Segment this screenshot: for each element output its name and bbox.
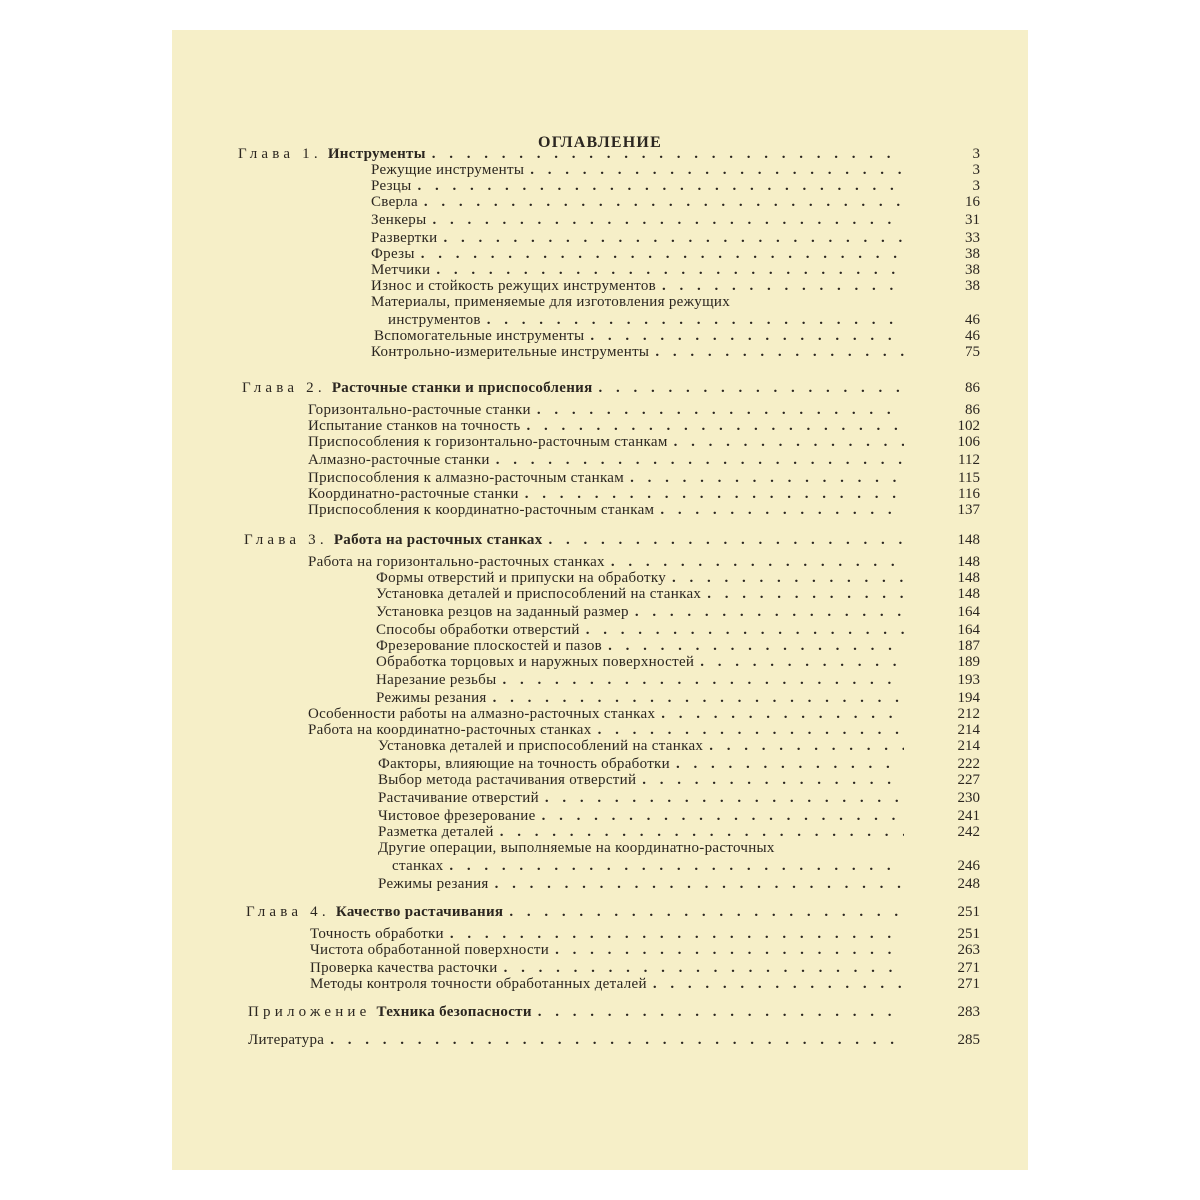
toc-entry [308,434,980,451]
toc-entry [308,554,980,571]
toc-entry [376,654,980,671]
toc-page-number: 187 [957,638,980,654]
toc-leader-dots [709,738,904,755]
toc-leader-dots [537,402,904,419]
toc-page-number: 116 [958,486,980,502]
toc-leader-dots [443,230,904,247]
toc-page-number: 241 [957,808,980,824]
toc-entry [371,162,980,179]
toc-page-number: 248 [957,876,980,892]
toc-leader-dots [500,824,904,841]
toc-page-number: 230 [957,790,980,806]
toc-entry-title: Вспомогательные инструменты [374,328,585,344]
table-of-contents [172,30,1028,1170]
toc-page-number: 164 [957,622,980,638]
toc-leader-dots [590,328,904,345]
toc-chapter-label: Глава 3. [244,532,328,548]
toc-entry [376,622,980,639]
toc-page-number: 86 [965,380,980,396]
toc-entry-title: Приспособления к алмазно-расточным станкам [308,470,625,486]
toc-entry [378,876,980,893]
toc-entry-title: Техника безопасности [376,1004,532,1020]
toc-entry-title: Режущие инструменты [371,162,525,178]
toc-entry-title: Установка деталей и приспособлений на станках [378,738,704,754]
toc-page-number: 3 [972,146,980,162]
toc-entry [371,194,980,211]
toc-page-number: 246 [957,858,980,874]
toc-page-number: 214 [957,722,980,738]
toc-entry [308,470,980,487]
toc-chapter-entry [242,380,980,397]
toc-leader-dots [555,942,904,959]
toc-page-number: 3 [972,178,980,194]
toc-chapter-label: Глава 4. [246,904,330,920]
toc-entry-title: Способы обработки отверстий [376,622,580,638]
toc-page-number: 38 [965,246,980,262]
toc-leader-dots [436,262,904,279]
toc-leader-dots [450,926,904,943]
toc-entry-title: станках [392,858,444,874]
toc-page-number: 86 [965,402,980,418]
toc-page-number: 251 [957,904,980,920]
toc-entry-title: Выбор метода растачивания отверстий [378,772,637,788]
toc-page-number: 38 [965,262,980,278]
toc-entry-title: Сверла [371,194,418,210]
toc-leader-dots [530,162,904,179]
toc-page-number: 75 [965,344,980,360]
toc-entry-title: инструментов [388,312,481,328]
toc-entry-title: Формы отверстий и припуски на обработку [376,570,667,586]
toc-page-number: 189 [957,654,980,670]
toc-entry [308,502,980,519]
toc-entry-title: Алмазно-расточные станки [308,452,490,468]
toc-entry-title: Горизонтально-расточные станки [308,402,531,418]
toc-leader-dots [660,502,904,519]
toc-leader-dots [586,622,904,639]
toc-page-number: 46 [965,328,980,344]
toc-leader-dots [487,312,904,329]
toc-leader-dots [630,470,904,487]
toc-leader-dots [496,452,904,469]
toc-chapter-label: Глава 2. [242,380,326,396]
toc-entry [308,418,980,435]
toc-entry-title: Износ и стойкость режущих инструментов [371,278,657,294]
toc-entry-title: Метчики [371,262,431,278]
toc-page-number: 271 [957,976,980,992]
toc-leader-dots [549,532,904,549]
toc-entry-title: Испытание станков на точность [308,418,521,434]
toc-page-number: 148 [957,586,980,602]
toc-entry [310,976,980,993]
toc-entry-title: Факторы, влияющие на точность обработки [378,756,670,772]
toc-page-number: 148 [957,570,980,586]
toc-entry [371,294,730,311]
toc-page-number: 194 [957,690,980,706]
toc-page-number: 283 [957,1004,980,1020]
toc-entry [308,452,980,469]
toc-entry-title: Установка резцов на заданный размер [376,604,629,620]
toc-entry [376,672,980,689]
toc-entry-title: Развертки [371,230,438,246]
toc-leader-dots [493,690,904,707]
toc-leader-dots [495,876,904,893]
toc-entry-title: Зенкеры [371,212,427,228]
toc-entry-title: Работа на расточных станках [333,532,543,548]
toc-entry [371,246,980,263]
toc-leader-dots [421,246,904,263]
toc-page-number: 263 [957,942,980,958]
toc-page-number: 193 [957,672,980,688]
toc-leader-dots [598,722,904,739]
toc-entry [310,942,980,959]
toc-page-number: 164 [957,604,980,620]
toc-leader-dots [545,790,904,807]
toc-page-number: 115 [958,470,980,486]
toc-entry-title: Обработка торцовых и наружных поверхностей [376,654,695,670]
toc-page-number: 33 [965,230,980,246]
toc-leader-dots [700,654,904,671]
toc-leader-dots [525,486,904,503]
toc-page-number: 251 [957,926,980,942]
toc-entry [371,278,980,295]
toc-entry-title: Качество растачивания [335,904,504,920]
toc-entry-title: Литература [248,1032,325,1048]
toc-entry-title: Координатно-расточные станки [308,486,519,502]
toc-leader-dots [432,212,904,229]
toc-leader-dots [449,858,904,875]
toc-leader-dots [662,278,904,295]
toc-entry-title: Фрезерование плоскостей и пазов [376,638,603,654]
toc-entry [376,604,980,621]
toc-entry [248,1032,980,1049]
toc-leader-dots [672,570,904,587]
toc-chapter-entry [238,146,980,163]
book-page [172,30,1028,1170]
toc-leader-dots [527,418,905,435]
toc-leader-dots [509,904,904,921]
toc-chapter-entry [244,532,980,549]
toc-entry-title: Нарезание резьбы [376,672,497,688]
toc-entry-title: Особенности работы на алмазно-расточных станках [308,706,656,722]
toc-entry [371,262,980,279]
toc-page-number: 214 [957,738,980,754]
toc-page-number: 271 [957,960,980,976]
toc-entry [392,858,980,875]
toc-page-number: 16 [965,194,980,210]
toc-entry [378,808,980,825]
toc-entry [310,960,980,977]
toc-leader-dots [635,604,904,621]
toc-entry [378,738,980,755]
toc-entry [308,706,980,723]
toc-entry-title: Чистовое фрезерование [378,808,536,824]
toc-entry [378,756,980,773]
toc-entry [310,926,980,943]
toc-entry [308,402,980,419]
toc-leader-dots [503,672,905,689]
toc-leader-dots [608,638,904,655]
toc-leader-dots [330,1032,904,1049]
toc-entry-title: Точность обработки [310,926,444,942]
toc-entry [308,722,980,739]
toc-entry [388,312,980,329]
toc-entry-title: Фрезы [371,246,415,262]
toc-entry-title: Чистота обработанной поверхности [310,942,550,958]
toc-entry [376,586,980,603]
toc-entry-title: Расточные станки и приспособления [331,380,593,396]
toc-chapter-entry [248,1004,980,1021]
toc-entry [371,178,980,195]
toc-entry [376,570,980,587]
toc-entry-title: Приспособления к горизонтально-расточным станкам [308,434,668,450]
toc-page-number: 112 [958,452,980,468]
toc-entry-title: Работа на координатно-расточных станках [308,722,592,738]
toc-page-number: 46 [965,312,980,328]
toc-leader-dots [611,554,904,571]
toc-leader-dots [538,1004,904,1021]
toc-page-number: 106 [957,434,980,450]
toc-entry [371,212,980,229]
toc-leader-dots [504,960,904,977]
toc-entry-title: Режимы резания [378,876,489,892]
toc-leader-dots [424,194,904,211]
toc-page-number: 31 [965,212,980,228]
toc-entry [371,344,980,361]
toc-entry [374,328,980,345]
toc-entry [378,790,980,807]
toc-chapter-label: Глава 1. [238,146,322,162]
toc-entry-title: Инструменты [327,146,426,162]
toc-page-number: 227 [957,772,980,788]
toc-entry [376,638,980,655]
toc-entry-title: Методы контроля точности обработанных деталей [310,976,647,992]
toc-leader-dots [542,808,904,825]
toc-entry-title: Резцы [371,178,412,194]
toc-entry-title: Растачивание отверстий [378,790,539,806]
toc-entry [378,824,980,841]
toc-entry-title: Режимы резания [376,690,487,706]
toc-page-number: 148 [957,554,980,570]
toc-leader-dots [655,344,904,361]
toc-chapter-label: Приложение [248,1004,371,1020]
toc-title: ОГЛАВЛЕНИЕ [538,134,662,151]
toc-entry-title: Контрольно-измерительные инструменты [371,344,650,360]
toc-entry-title: Приспособления к координатно-расточным станкам [308,502,655,518]
toc-page-number: 222 [957,756,980,772]
toc-page-number: 137 [957,502,980,518]
toc-entry [378,772,980,789]
toc-leader-dots [653,976,904,993]
toc-page-number: 285 [957,1032,980,1048]
toc-entry [378,840,775,857]
toc-entry [308,486,980,503]
toc-leader-dots [674,434,904,451]
toc-leader-dots [642,772,904,789]
toc-entry-title: Проверка качества расточки [310,960,498,976]
toc-leader-dots [432,146,904,163]
toc-entry-title: Другие операции, выполняемые на координатно-расточных [378,840,775,856]
toc-page-number: 3 [972,162,980,178]
toc-leader-dots [418,178,904,195]
toc-leader-dots [661,706,904,723]
toc-page-number: 102 [957,418,980,434]
toc-page-number: 212 [957,706,980,722]
toc-entry-title: Работа на горизонтально-расточных станках [308,554,605,570]
toc-page-number: 148 [957,532,980,548]
toc-entry-title: Установка деталей и приспособлений на станках [376,586,702,602]
toc-entry-title: Разметка деталей [378,824,494,840]
toc-page-number: 242 [957,824,980,840]
toc-leader-dots [599,380,904,397]
toc-leader-dots [676,756,904,773]
toc-page-number: 38 [965,278,980,294]
toc-chapter-entry [246,904,980,921]
toc-entry-title: Материалы, применяемые для изготовления режущих [371,294,731,310]
toc-entry [371,230,980,247]
toc-leader-dots [707,586,904,603]
toc-entry [376,690,980,707]
